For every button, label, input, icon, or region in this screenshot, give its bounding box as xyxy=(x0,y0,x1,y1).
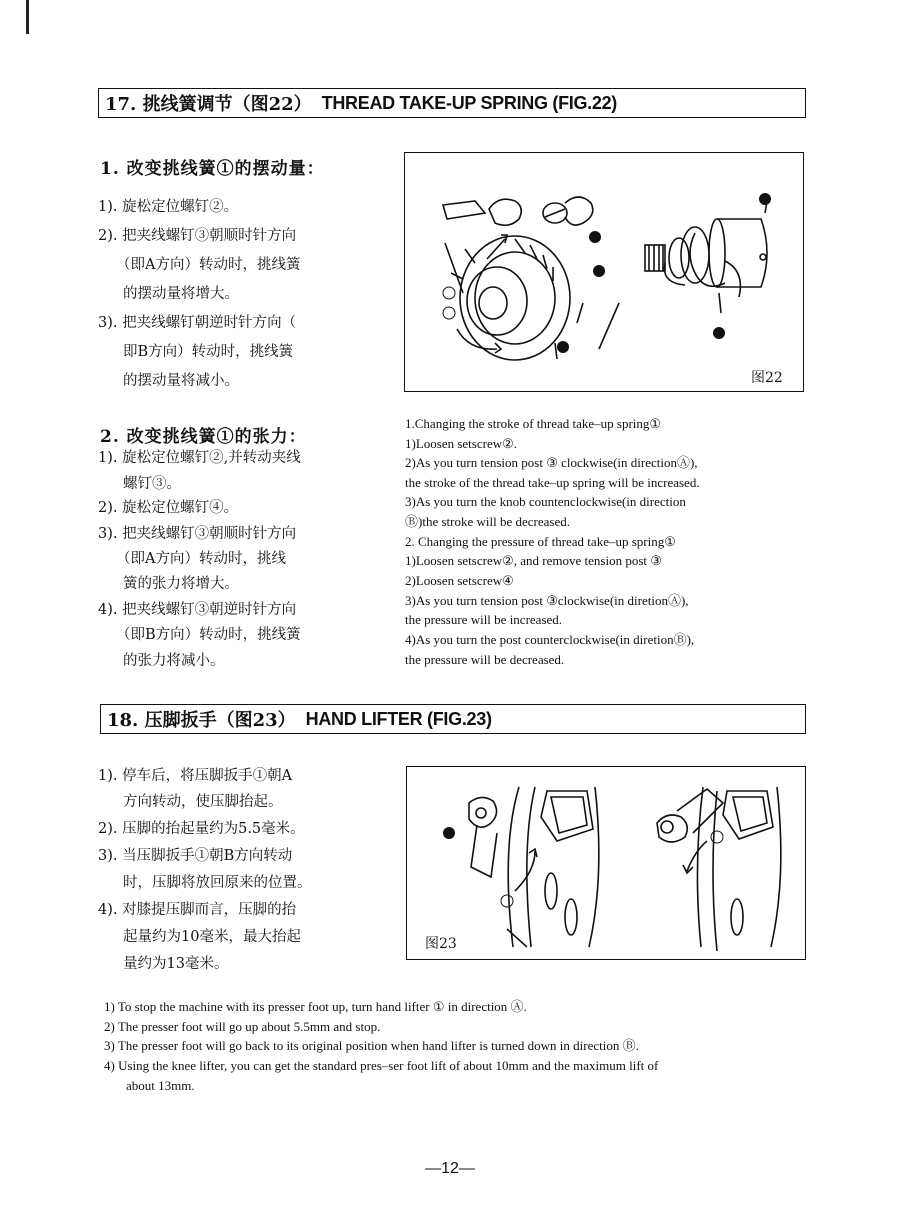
section-18-title-en: HAND LIFTER (FIG.23) xyxy=(305,708,492,729)
en-line: the pressure will be increased. xyxy=(405,612,563,627)
section-17-title-en: THREAD TAKE-UP SPRING (FIG.22) xyxy=(321,92,617,113)
section-17-title-cn: 17. 挑线簧调节（图22） xyxy=(105,94,312,115)
sub2-line: （即A方向）转动时，挑线 xyxy=(116,551,286,567)
en-line: 3)As you turn tension post ③clockwise(in diretionⒶ), xyxy=(405,593,689,608)
en-line: 4)As you turn the post counterclockwise(in diretionⒷ), xyxy=(405,632,695,647)
sub2-line: 螺钉③。 xyxy=(123,476,181,492)
binding-mark xyxy=(26,0,29,34)
sub2-line: 2). 旋松定位螺钉④。 xyxy=(98,500,239,516)
sub2-title: 2. 改变挑线簧①的张力： xyxy=(100,427,307,447)
en-line: the pressure will be decreased. xyxy=(405,652,565,667)
s18-line: 量约为13毫米。 xyxy=(123,956,229,972)
s18-en-line: 3) The presser foot will go back to its original position when hand lifter is turned down in direction Ⓑ. xyxy=(104,1038,639,1053)
s18-line: 1). 停车后，将压脚扳手①朝A xyxy=(98,768,293,784)
s18-line: 3). 当压脚扳手①朝B方向转动 xyxy=(98,848,293,864)
sub1-line: 1). 旋松定位螺钉②。 xyxy=(98,199,239,215)
page-number: —12— xyxy=(425,1160,475,1177)
sub2-line: （即B方向）转动时，挑线簧 xyxy=(116,627,301,643)
sub2-line: 1). 旋松定位螺钉②,并转动夹线 xyxy=(98,450,301,466)
sub1-line: 的摆动量将减小。 xyxy=(123,373,239,389)
section-17-header xyxy=(98,88,806,118)
en-line: 3)As you turn the knob countenclockwise(in direction xyxy=(405,494,686,509)
s18-line: 4). 对膝提压脚而言，压脚的抬 xyxy=(98,902,297,918)
en-line: 2. Changing the pressure of thread take–up spring① xyxy=(405,534,676,549)
sub1-line: 的摆动量将增大。 xyxy=(123,286,239,302)
figure-22 xyxy=(404,152,804,392)
en-line: 1)Loosen setscrew②, and remove tension post ③ xyxy=(405,553,662,568)
section-18-title-cn: 18. 压脚扳手（图23） xyxy=(107,710,296,731)
s18-en-line: 1) To stop the machine with its presser foot up, turn hand lifter ① in direction Ⓐ. xyxy=(104,999,527,1014)
sub2-line: 簧的张力将增大。 xyxy=(123,576,239,592)
en-line: the stroke of the thread take–up spring will be increased. xyxy=(405,475,700,490)
s18-line: 起量约为10毫米，最大抬起 xyxy=(123,929,301,945)
s18-en-line: 2) The presser foot will go up about 5.5mm and stop. xyxy=(104,1019,381,1034)
sub2-line: 4). 把夹线螺钉③朝逆时针方向 xyxy=(98,602,297,618)
sub1-line: 2). 把夹线螺钉③朝顺时针方向 xyxy=(98,228,297,244)
section-18-header xyxy=(100,704,806,734)
sub1-line: 3). 把夹线螺钉朝逆时针方向（ xyxy=(98,315,297,331)
thread-take-up-spring-diagram xyxy=(405,153,805,393)
sub1-line: 即B方向）转动时，挑线簧 xyxy=(123,344,294,360)
en-line: 2)Loosen setscrew④ xyxy=(405,573,514,588)
en-line: 2)As you turn tension post ③ clockwise(in directionⒶ), xyxy=(405,455,698,470)
en-line: Ⓑ)the stroke will be decreased. xyxy=(405,514,570,529)
s18-line: 2). 压脚的抬起量约为5.5毫米。 xyxy=(98,821,305,837)
sub1-title: 1. 改变挑线簧①的摆动量： xyxy=(100,159,325,179)
hand-lifter-diagram xyxy=(407,767,807,961)
s18-line: 时，压脚将放回原来的位置。 xyxy=(123,875,312,891)
sub2-line: 3). 把夹线螺钉③朝顺时针方向 xyxy=(98,526,297,542)
en-line: 1.Changing the stroke of thread take–up spring① xyxy=(405,416,662,431)
sub1-line: （即A方向）转动时，挑线簧 xyxy=(116,257,301,273)
s18-line: 方向转动，使压脚抬起。 xyxy=(123,794,283,810)
s18-en-line: about 13mm. xyxy=(126,1078,195,1093)
en-line: 1)Loosen setscrew②. xyxy=(405,436,518,451)
sub2-line: 的张力将减小。 xyxy=(123,653,225,669)
s18-en-line: 4) Using the knee lifter, you can get the standard pres–ser foot lift of about 10mm and the maximum lift of xyxy=(104,1058,659,1073)
figure-23-caption: 图23 xyxy=(425,936,457,952)
figure-22-caption: 图22 xyxy=(751,370,783,386)
figure-23 xyxy=(406,766,806,960)
